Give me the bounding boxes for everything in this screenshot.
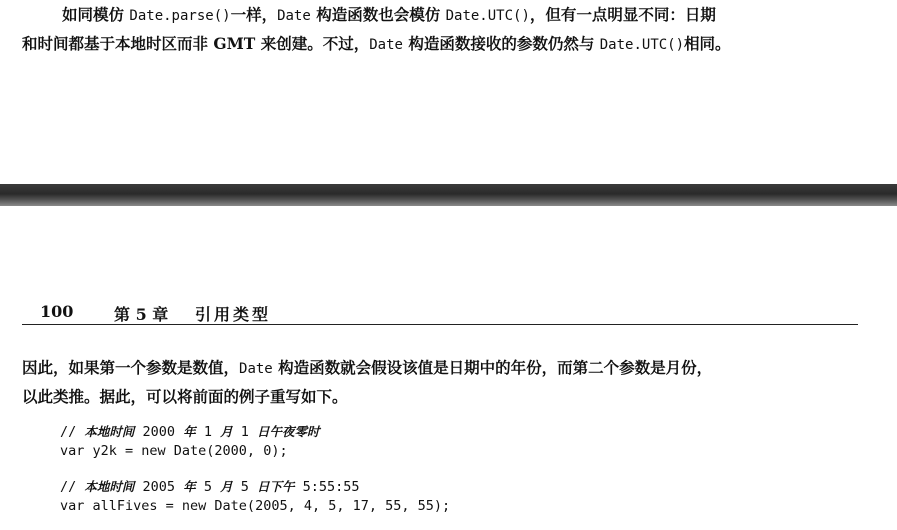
text-run: 构造函数就会假设该值是日期中的年份，而第二个参数是月份， [272, 358, 713, 377]
code-comment [60, 424, 320, 440]
comment-run: 1 [195, 424, 221, 440]
text-run: 构造函数接收的参数仍然与 [402, 34, 600, 53]
comment-run: 月 [220, 479, 233, 494]
page-number: 100 [40, 302, 74, 321]
comment-run: 本地时间 [84, 479, 135, 494]
comment-run: 日下午 [257, 479, 295, 494]
comment-run: 日午夜零时 [257, 424, 320, 439]
comment-run: 年 [183, 479, 196, 494]
body-paragraph-line-2 [22, 387, 348, 406]
comment-run: 5 [232, 479, 257, 495]
body-paragraph [22, 354, 872, 410]
text-run: 因此，如果第一个参数是数值， [22, 358, 240, 377]
code-statement: var allFives = new Date(2005, 4, 5, 17, 55, 55); [60, 498, 451, 514]
top-paragraph-line-2 [22, 34, 731, 53]
top-paragraph-line-1 [22, 5, 716, 24]
comment-run: 5:55:55 [294, 479, 360, 495]
text-run: 如同模仿 [62, 5, 130, 24]
body-paragraph-line-1 [22, 358, 712, 377]
chapter-title: 引用类型 [195, 305, 272, 324]
text-run: 相同。 [684, 34, 731, 53]
text-run: 一样， [230, 5, 278, 24]
comment-run: 月 [220, 424, 233, 439]
code-run: Date.parse() [129, 8, 231, 24]
comment-run: // [60, 424, 85, 440]
text-run: 构造函数也会模仿 [310, 5, 446, 24]
code-block-2 [60, 477, 450, 516]
code-statement: var y2k = new Date(2000, 0); [60, 443, 288, 459]
comment-run: 本地时间 [84, 424, 135, 439]
code-comment [60, 479, 360, 495]
text-run: ，但有一点明显不同：日期 [529, 5, 716, 24]
code-run: Date [277, 8, 311, 24]
comment-run: 1 [232, 424, 257, 440]
code-run: Date.UTC() [599, 37, 685, 53]
comment-run: 2005 [134, 479, 184, 495]
page-header [22, 298, 858, 325]
text-run: 和时间都基于本地时区而非 GMT 来创建。不过， [22, 34, 370, 53]
comment-run: 5 [195, 479, 221, 495]
code-run: Date [239, 361, 273, 377]
comment-run: // [60, 479, 85, 495]
page-gutter-divider [0, 184, 897, 206]
code-block-1 [60, 422, 320, 461]
chapter-number: 第 5 章 [114, 305, 169, 324]
code-run: Date [369, 37, 403, 53]
comment-run: 2000 [134, 424, 184, 440]
comment-run: 年 [183, 424, 196, 439]
code-run: Date.UTC() [445, 8, 530, 24]
text-run: 以此类推。据此，可以将前面的例子重写如下。 [22, 387, 348, 406]
top-paragraph [22, 1, 872, 59]
